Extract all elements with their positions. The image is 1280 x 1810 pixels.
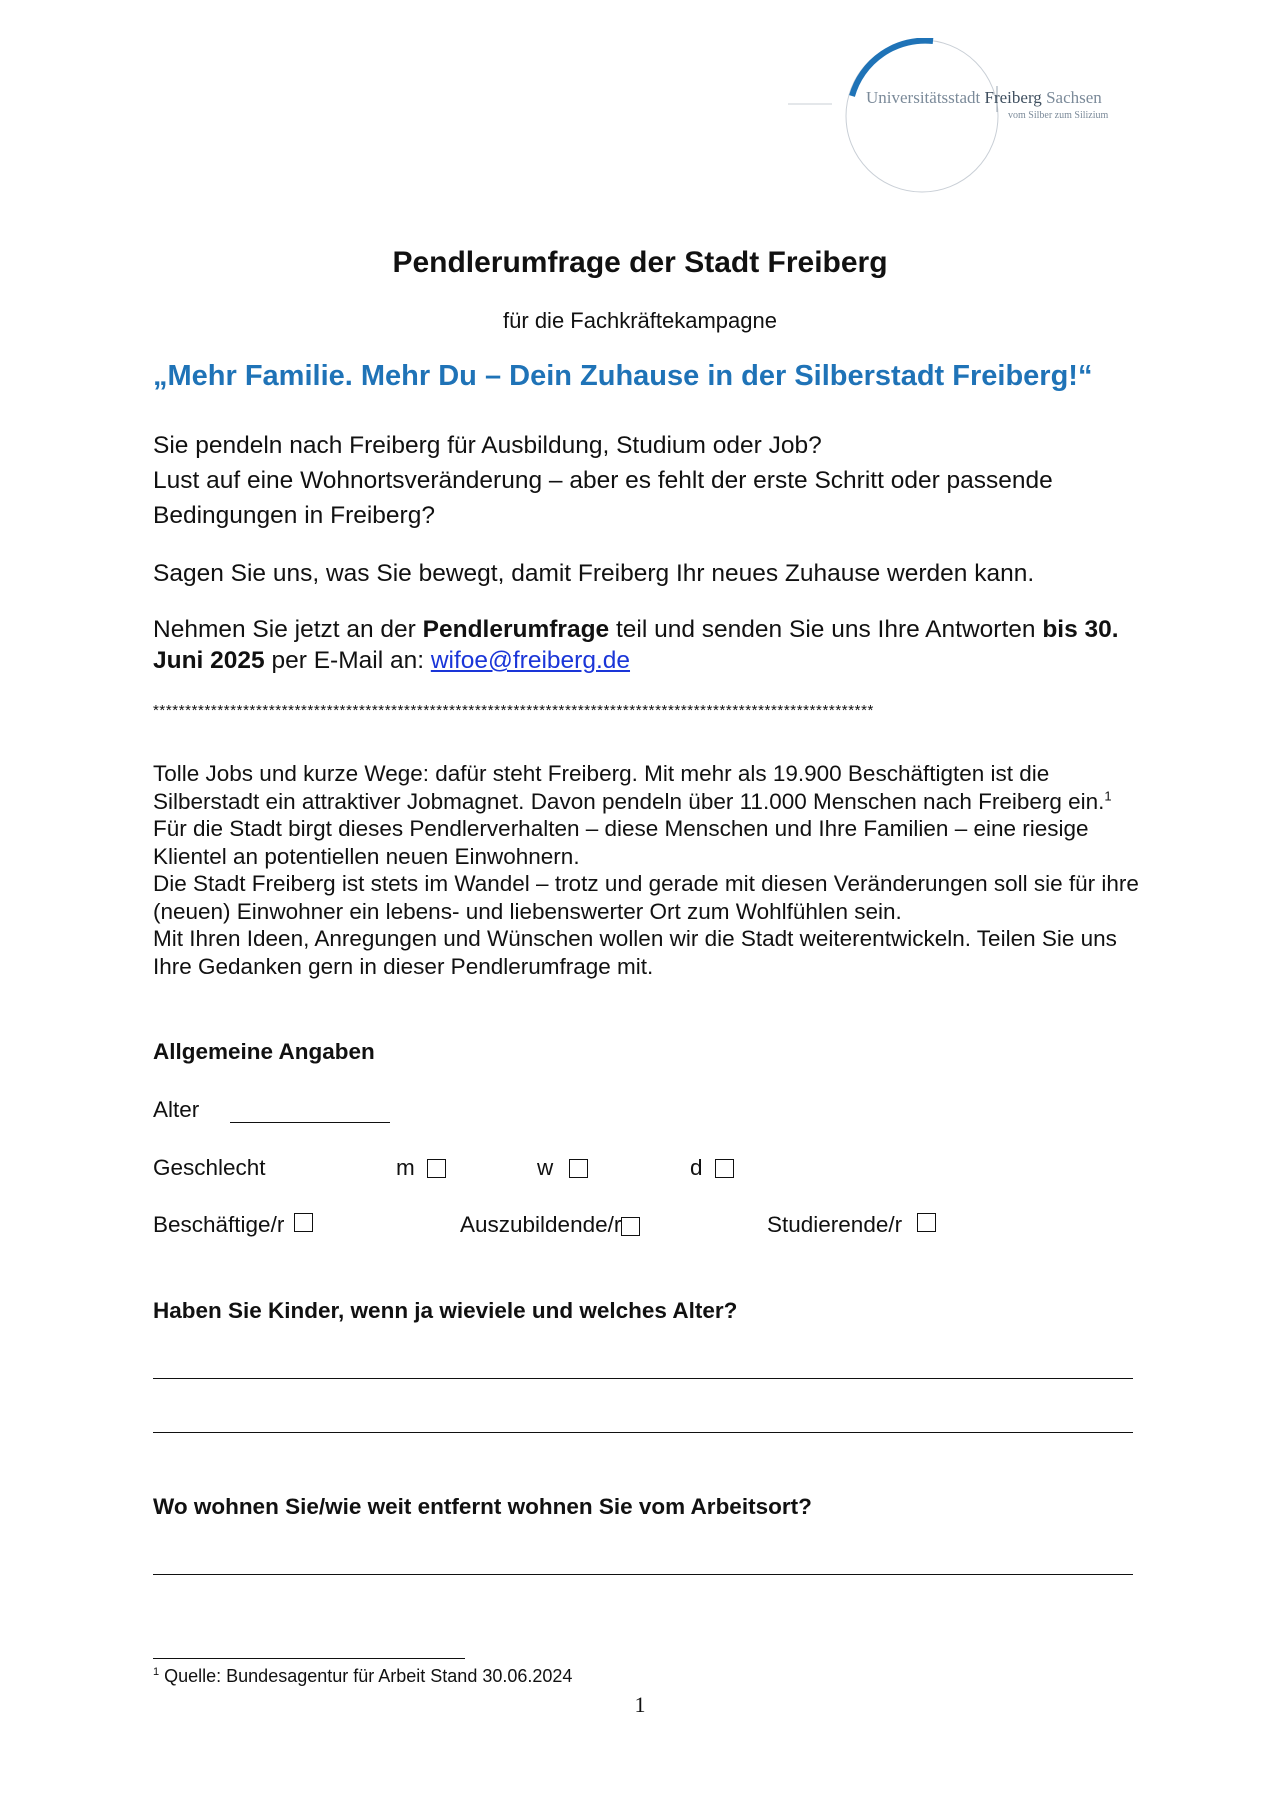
status-option-employee[interactable] [153,1212,313,1238]
body-text [153,760,1143,980]
body-paragraph-3: Mit Ihren Ideen, Anregungen und Wünschen wollen wir die Stadt weiterentwickeln. Teilen Sie uns Ihre Gedanken gern in dieser Pendlerumfrage mit. [153,926,1117,979]
footnote-reference[interactable]: 1 [1104,788,1112,803]
cta-text-1: Nehmen Sie jetzt an der [153,616,423,643]
status-option-student[interactable] [767,1212,936,1238]
logo-city-name: Freiberg [984,88,1042,107]
age-input-line[interactable] [230,1122,390,1123]
checkbox-w[interactable] [569,1159,588,1178]
email-link[interactable]: wifoe@freiberg.de [430,647,631,674]
intro-paragraph [153,428,1133,533]
status-option-label: Studierende/r [767,1212,903,1237]
footnote-text: Quelle: Bundesagentur für Arbeit Stand 30.06.2024 [159,1666,573,1686]
cta-survey-name: Pendlerumfrage [422,616,610,643]
gender-option-label: m [396,1155,415,1180]
kids-answer-line-1[interactable] [153,1378,1133,1379]
logo-state: Sachsen [1046,88,1102,107]
gender-option-w[interactable] [537,1155,588,1181]
gender-option-label: w [537,1155,554,1180]
kids-question: Haben Sie Kinder, wenn ja wieviele und welches Alter? [153,1298,738,1323]
location-answer-line[interactable] [153,1574,1133,1575]
cta-paragraph [153,614,1133,676]
status-option-label: Beschäftige/r [153,1212,285,1237]
cta-deadline: bis 30. Juni 2025 [153,616,1119,674]
gender-label: Geschlecht [153,1155,266,1180]
body-paragraph-1 [153,760,1143,870]
star-separator: **************************************************************************************************************** [153,702,874,719]
gender-option-label: d [690,1155,703,1180]
campaign-slogan: „Mehr Familie. Mehr Du – Dein Zuhause in der Silberstadt Freiberg!“ [153,360,1093,392]
footnote-mark: 1 [153,1666,160,1678]
checkbox-employee[interactable] [294,1213,313,1232]
page-title: Pendlerumfrage der Stadt Freiberg [392,246,888,279]
logo-city-prefix: Universitätsstadt [866,88,981,107]
logo-wordmark [866,88,1102,108]
gender-option-d[interactable] [690,1155,734,1181]
page-number: 1 [634,1692,646,1717]
location-question: Wo wohnen Sie/wie weit entfernt wohnen Sie vom Arbeitsort? [153,1494,812,1519]
footnote-divider [153,1658,465,1659]
general-heading: Allgemeine Angaben [153,1039,375,1064]
body-p1-start: Tolle Jobs und kurze Wege: dafür steht Freiberg. Mit mehr als 19.900 Beschäftigten ist die Silberstadt ein attraktiver Jobmagnet. Davon pendeln über 11.000 Menschen nach Freiberg ein. [153,761,1105,814]
logo-tagline: vom Silber zum Silizium [1008,110,1109,121]
cta-text-2: teil und senden Sie uns Ihre Antworten [609,616,1043,643]
status-option-trainee[interactable] [460,1212,640,1238]
gender-option-m[interactable] [396,1155,446,1181]
kids-answer-line-2[interactable] [153,1432,1133,1433]
checkbox-student[interactable] [917,1213,936,1232]
cta-text-3: per E-Mail an: [264,647,431,674]
checkbox-trainee[interactable] [621,1217,640,1236]
body-p1-end: Für die Stadt birgt dieses Pendlerverhalten – diese Menschen und Ihre Familien – eine riesige Klientel an potentiellen neuen Einwohnern. [153,816,1089,869]
footnote [153,1666,572,1687]
checkbox-m[interactable] [427,1159,446,1178]
intro-line-1: Sie pendeln nach Freiberg für Ausbildung, Studium oder Job? [153,432,822,459]
body-paragraph-2: Die Stadt Freiberg ist stets im Wandel – trotz und gerade mit diesen Veränderungen soll sie für ihre (neuen) Einwohner ein lebens- und liebenswerter Ort zum Wohlfühlen sein. [153,871,1139,924]
intro-line-2: Lust auf eine Wohnortsveränderung – aber es fehlt der erste Schritt oder passende Bedingungen in Freiberg? [153,467,1053,529]
status-option-label: Auszubildende/r [460,1212,622,1237]
age-label: Alter [153,1097,200,1122]
page-subtitle: für die Fachkräftekampagne [503,308,777,333]
intro-say-paragraph: Sagen Sie uns, was Sie bewegt, damit Freiberg Ihr neues Zuhause werden kann. [153,560,1035,587]
checkbox-d[interactable] [715,1159,734,1178]
city-logo [780,38,1140,198]
